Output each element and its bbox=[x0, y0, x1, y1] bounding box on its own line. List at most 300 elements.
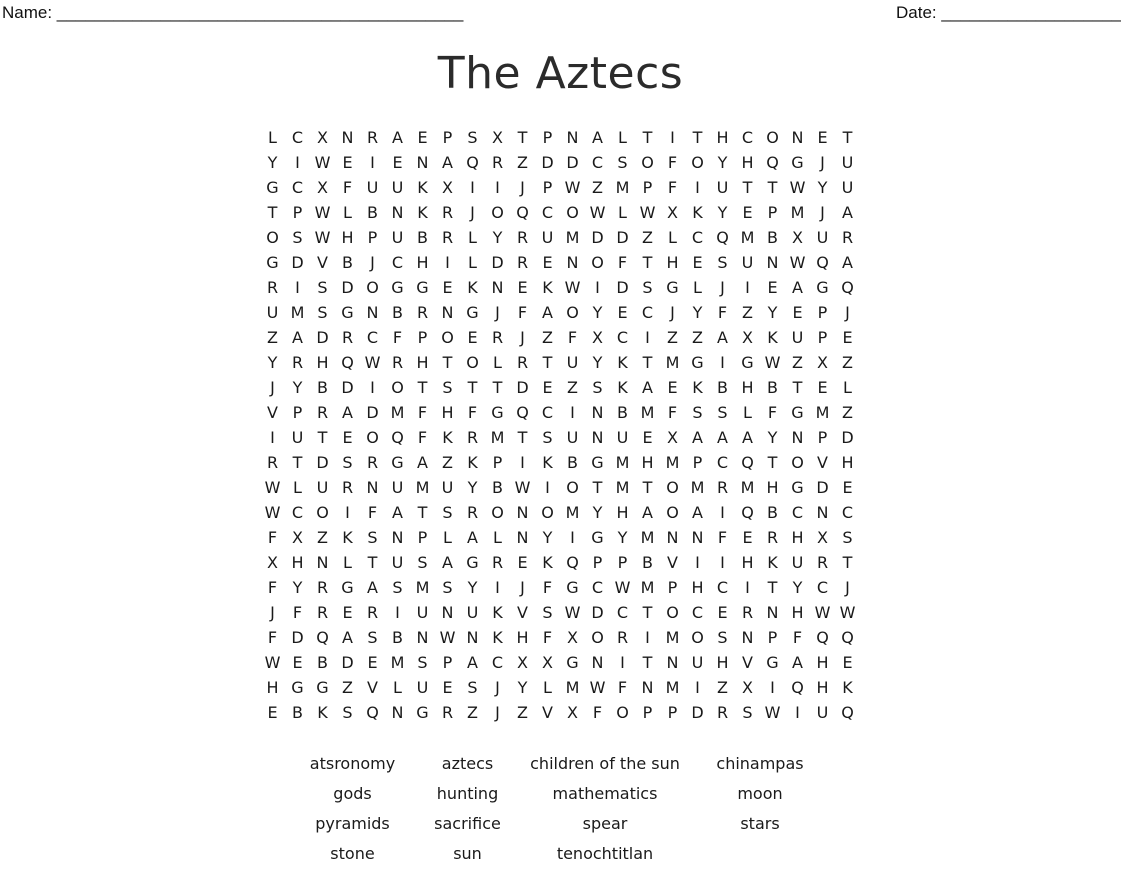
grid-letter[interactable]: T bbox=[692, 128, 703, 147]
grid-letter[interactable]: D bbox=[616, 228, 629, 247]
grid-letter[interactable]: O bbox=[641, 153, 654, 172]
grid-letter[interactable]: G bbox=[566, 653, 579, 672]
grid-letter[interactable]: O bbox=[316, 503, 329, 522]
grid-letter[interactable]: A bbox=[717, 328, 728, 347]
grid-letter[interactable]: E bbox=[267, 703, 278, 722]
grid-letter[interactable]: R bbox=[741, 603, 754, 622]
grid-letter[interactable]: X bbox=[317, 178, 328, 197]
grid-letter[interactable]: T bbox=[842, 553, 853, 572]
grid-letter[interactable]: R bbox=[516, 253, 529, 272]
grid-letter[interactable]: V bbox=[367, 678, 378, 697]
grid-letter[interactable]: G bbox=[391, 278, 404, 297]
grid-letter[interactable]: L bbox=[843, 378, 852, 397]
grid-letter[interactable]: F bbox=[592, 703, 603, 722]
grid-letter[interactable]: A bbox=[367, 578, 378, 597]
grid-letter[interactable]: W bbox=[764, 353, 781, 372]
grid-letter[interactable]: Y bbox=[592, 503, 603, 522]
grid-letter[interactable]: R bbox=[341, 478, 354, 497]
grid-letter[interactable]: R bbox=[616, 628, 629, 647]
grid-letter[interactable]: N bbox=[391, 203, 404, 222]
grid-letter[interactable]: C bbox=[591, 153, 604, 172]
grid-letter[interactable]: J bbox=[270, 378, 275, 397]
grid-letter[interactable]: I bbox=[295, 278, 300, 297]
grid-letter[interactable]: O bbox=[616, 703, 629, 722]
grid-letter[interactable]: T bbox=[642, 353, 653, 372]
grid-letter[interactable]: Q bbox=[741, 503, 754, 522]
grid-letter[interactable]: W bbox=[364, 353, 381, 372]
grid-letter[interactable]: J bbox=[370, 253, 375, 272]
grid-letter[interactable]: J bbox=[520, 578, 525, 597]
grid-letter[interactable]: W bbox=[614, 578, 631, 597]
grid-letter[interactable]: K bbox=[467, 278, 478, 297]
grid-letter[interactable]: X bbox=[667, 203, 678, 222]
grid-letter[interactable]: M bbox=[640, 578, 655, 597]
grid-letter[interactable]: I bbox=[770, 678, 775, 697]
grid-letter[interactable]: I bbox=[445, 253, 450, 272]
grid-letter[interactable]: L bbox=[743, 403, 752, 422]
grid-letter[interactable]: N bbox=[441, 603, 454, 622]
grid-letter[interactable]: V bbox=[267, 403, 278, 422]
grid-letter[interactable]: H bbox=[616, 503, 629, 522]
grid-letter[interactable]: M bbox=[665, 353, 680, 372]
grid-letter[interactable]: Q bbox=[741, 453, 754, 472]
grid-letter[interactable]: I bbox=[695, 678, 700, 697]
grid-letter[interactable]: C bbox=[541, 203, 554, 222]
grid-letter[interactable]: A bbox=[292, 328, 303, 347]
grid-letter[interactable]: O bbox=[566, 303, 579, 322]
grid-letter[interactable]: R bbox=[716, 478, 729, 497]
grid-letter[interactable]: A bbox=[642, 378, 653, 397]
grid-letter[interactable]: Z bbox=[692, 328, 703, 347]
grid-letter[interactable]: C bbox=[841, 503, 854, 522]
grid-letter[interactable]: N bbox=[416, 153, 429, 172]
grid-letter[interactable]: L bbox=[618, 128, 627, 147]
grid-letter[interactable]: R bbox=[266, 278, 279, 297]
grid-letter[interactable]: J bbox=[845, 578, 850, 597]
grid-letter[interactable]: S bbox=[442, 578, 453, 597]
grid-letter[interactable]: N bbox=[641, 678, 654, 697]
grid-letter[interactable]: U bbox=[616, 428, 629, 447]
grid-letter[interactable]: Q bbox=[366, 703, 379, 722]
grid-letter[interactable]: S bbox=[542, 603, 553, 622]
grid-letter[interactable]: F bbox=[792, 628, 803, 647]
grid-letter[interactable]: U bbox=[441, 478, 454, 497]
grid-letter[interactable]: G bbox=[341, 303, 354, 322]
grid-letter[interactable]: Y bbox=[267, 153, 278, 172]
grid-letter[interactable]: M bbox=[815, 403, 830, 422]
grid-letter[interactable]: A bbox=[342, 628, 353, 647]
grid-letter[interactable]: U bbox=[391, 478, 404, 497]
grid-letter[interactable]: O bbox=[266, 228, 279, 247]
grid-letter[interactable]: I bbox=[745, 578, 750, 597]
grid-letter[interactable]: X bbox=[517, 653, 528, 672]
grid-letter[interactable]: R bbox=[341, 328, 354, 347]
grid-letter[interactable]: K bbox=[417, 203, 428, 222]
grid-letter[interactable]: O bbox=[666, 478, 679, 497]
grid-letter[interactable]: S bbox=[342, 703, 353, 722]
grid-letter[interactable]: U bbox=[566, 428, 579, 447]
grid-letter[interactable]: P bbox=[767, 628, 778, 647]
grid-letter[interactable]: P bbox=[542, 178, 553, 197]
grid-letter[interactable]: I bbox=[720, 503, 725, 522]
grid-letter[interactable]: I bbox=[670, 128, 675, 147]
grid-letter[interactable]: R bbox=[391, 353, 404, 372]
grid-letter[interactable]: A bbox=[592, 128, 603, 147]
grid-letter[interactable]: C bbox=[291, 178, 304, 197]
grid-letter[interactable]: F bbox=[392, 328, 403, 347]
grid-letter[interactable]: T bbox=[317, 428, 328, 447]
grid-letter[interactable]: V bbox=[317, 253, 328, 272]
grid-letter[interactable]: M bbox=[665, 628, 680, 647]
grid-letter[interactable]: S bbox=[467, 678, 478, 697]
grid-letter[interactable]: L bbox=[493, 353, 502, 372]
grid-letter[interactable]: U bbox=[841, 153, 854, 172]
grid-letter[interactable]: T bbox=[517, 428, 528, 447]
grid-letter[interactable]: T bbox=[467, 378, 478, 397]
grid-letter[interactable]: U bbox=[416, 603, 429, 622]
grid-letter[interactable]: F bbox=[767, 403, 778, 422]
grid-letter[interactable]: L bbox=[343, 203, 352, 222]
grid-letter[interactable]: F bbox=[667, 403, 678, 422]
grid-letter[interactable]: Z bbox=[842, 353, 853, 372]
grid-letter[interactable]: Y bbox=[792, 578, 803, 597]
grid-letter[interactable]: R bbox=[441, 203, 454, 222]
grid-letter[interactable]: T bbox=[267, 203, 278, 222]
grid-letter[interactable]: E bbox=[692, 253, 703, 272]
grid-letter[interactable]: E bbox=[517, 553, 528, 572]
grid-letter[interactable]: N bbox=[391, 528, 404, 547]
grid-letter[interactable]: Y bbox=[617, 528, 628, 547]
grid-letter[interactable]: I bbox=[370, 378, 375, 397]
grid-letter[interactable]: R bbox=[816, 553, 829, 572]
grid-letter[interactable]: S bbox=[417, 653, 428, 672]
grid-letter[interactable]: S bbox=[742, 703, 753, 722]
grid-letter[interactable]: X bbox=[742, 678, 753, 697]
grid-letter[interactable]: E bbox=[742, 203, 753, 222]
grid-letter[interactable]: S bbox=[592, 378, 603, 397]
grid-letter[interactable]: M bbox=[640, 528, 655, 547]
grid-letter[interactable]: X bbox=[567, 703, 578, 722]
grid-letter[interactable]: V bbox=[817, 453, 828, 472]
grid-letter[interactable]: O bbox=[591, 253, 604, 272]
grid-letter[interactable]: U bbox=[841, 178, 854, 197]
grid-letter[interactable]: X bbox=[667, 428, 678, 447]
grid-letter[interactable]: Y bbox=[717, 203, 728, 222]
grid-letter[interactable]: C bbox=[716, 453, 729, 472]
grid-letter[interactable]: F bbox=[417, 403, 428, 422]
grid-letter[interactable]: O bbox=[766, 128, 779, 147]
grid-letter[interactable]: I bbox=[720, 553, 725, 572]
grid-letter[interactable]: U bbox=[466, 603, 479, 622]
grid-letter[interactable]: K bbox=[467, 453, 478, 472]
grid-letter[interactable]: G bbox=[391, 453, 404, 472]
grid-letter[interactable]: P bbox=[442, 653, 453, 672]
grid-letter[interactable]: X bbox=[817, 353, 828, 372]
grid-letter[interactable]: Z bbox=[467, 703, 478, 722]
grid-letter[interactable]: X bbox=[442, 178, 453, 197]
grid-letter[interactable]: L bbox=[618, 203, 627, 222]
grid-letter[interactable]: N bbox=[491, 278, 504, 297]
grid-letter[interactable]: E bbox=[442, 678, 453, 697]
grid-letter[interactable]: S bbox=[442, 503, 453, 522]
grid-letter[interactable]: G bbox=[741, 353, 754, 372]
grid-letter[interactable]: N bbox=[791, 128, 804, 147]
grid-letter[interactable]: J bbox=[670, 303, 675, 322]
grid-letter[interactable]: O bbox=[791, 453, 804, 472]
grid-letter[interactable]: X bbox=[742, 328, 753, 347]
grid-letter[interactable]: T bbox=[642, 253, 653, 272]
grid-letter[interactable]: P bbox=[367, 228, 378, 247]
grid-letter[interactable]: G bbox=[816, 278, 829, 297]
grid-letter[interactable]: K bbox=[842, 678, 853, 697]
grid-letter[interactable]: M bbox=[615, 453, 630, 472]
grid-letter[interactable]: Y bbox=[717, 153, 728, 172]
grid-letter[interactable]: C bbox=[291, 128, 304, 147]
grid-letter[interactable]: A bbox=[392, 503, 403, 522]
grid-letter[interactable]: P bbox=[417, 328, 428, 347]
grid-letter[interactable]: I bbox=[745, 278, 750, 297]
grid-letter[interactable]: R bbox=[416, 303, 429, 322]
grid-letter[interactable]: R bbox=[366, 453, 379, 472]
grid-letter[interactable]: P bbox=[617, 553, 628, 572]
grid-letter[interactable]: Y bbox=[692, 303, 703, 322]
grid-letter[interactable]: D bbox=[566, 153, 579, 172]
grid-letter[interactable]: N bbox=[341, 128, 354, 147]
grid-letter[interactable]: Q bbox=[816, 628, 829, 647]
grid-letter[interactable]: R bbox=[316, 403, 329, 422]
grid-letter[interactable]: C bbox=[616, 603, 629, 622]
grid-letter[interactable]: X bbox=[267, 553, 278, 572]
grid-letter[interactable]: H bbox=[291, 553, 304, 572]
grid-letter[interactable]: B bbox=[392, 303, 403, 322]
grid-letter[interactable]: R bbox=[491, 553, 504, 572]
grid-letter[interactable]: I bbox=[720, 353, 725, 372]
grid-letter[interactable]: W bbox=[589, 678, 606, 697]
grid-letter[interactable]: H bbox=[266, 678, 279, 697]
grid-letter[interactable]: P bbox=[767, 203, 778, 222]
grid-letter[interactable]: M bbox=[740, 478, 755, 497]
grid-letter[interactable]: S bbox=[317, 303, 328, 322]
grid-letter[interactable]: I bbox=[645, 328, 650, 347]
grid-letter[interactable]: D bbox=[591, 228, 604, 247]
grid-letter[interactable]: T bbox=[642, 603, 653, 622]
grid-letter[interactable]: M bbox=[565, 228, 580, 247]
grid-letter[interactable]: U bbox=[366, 178, 379, 197]
grid-letter[interactable]: T bbox=[367, 553, 378, 572]
grid-letter[interactable]: Y bbox=[767, 303, 778, 322]
grid-letter[interactable]: H bbox=[741, 153, 754, 172]
grid-letter[interactable]: U bbox=[291, 428, 304, 447]
grid-letter[interactable]: D bbox=[591, 603, 604, 622]
grid-letter[interactable]: C bbox=[816, 578, 829, 597]
grid-letter[interactable]: D bbox=[341, 378, 354, 397]
grid-letter[interactable]: T bbox=[517, 128, 528, 147]
grid-letter[interactable]: L bbox=[293, 478, 302, 497]
grid-letter[interactable]: M bbox=[615, 178, 630, 197]
grid-letter[interactable]: R bbox=[291, 353, 304, 372]
grid-letter[interactable]: M bbox=[290, 303, 305, 322]
grid-letter[interactable]: H bbox=[416, 253, 429, 272]
grid-letter[interactable]: B bbox=[342, 253, 353, 272]
grid-letter[interactable]: E bbox=[442, 278, 453, 297]
grid-letter[interactable]: W bbox=[789, 178, 806, 197]
grid-letter[interactable]: H bbox=[791, 603, 804, 622]
grid-letter[interactable]: Q bbox=[316, 628, 329, 647]
grid-letter[interactable]: X bbox=[592, 328, 603, 347]
grid-letter[interactable]: K bbox=[767, 553, 778, 572]
grid-letter[interactable]: K bbox=[342, 528, 353, 547]
grid-letter[interactable]: D bbox=[616, 278, 629, 297]
grid-letter[interactable]: O bbox=[441, 328, 454, 347]
grid-letter[interactable]: W bbox=[564, 278, 581, 297]
grid-letter[interactable]: G bbox=[691, 353, 704, 372]
grid-letter[interactable]: E bbox=[642, 428, 653, 447]
grid-letter[interactable]: W bbox=[764, 703, 781, 722]
grid-letter[interactable]: G bbox=[466, 303, 479, 322]
grid-letter[interactable]: G bbox=[791, 403, 804, 422]
grid-letter[interactable]: E bbox=[617, 303, 628, 322]
grid-letter[interactable]: F bbox=[467, 403, 478, 422]
grid-letter[interactable]: R bbox=[841, 228, 854, 247]
grid-letter[interactable]: U bbox=[391, 228, 404, 247]
grid-letter[interactable]: Y bbox=[492, 228, 503, 247]
grid-letter[interactable]: W bbox=[314, 228, 331, 247]
grid-letter[interactable]: E bbox=[467, 328, 478, 347]
grid-letter[interactable]: H bbox=[416, 353, 429, 372]
grid-letter[interactable]: R bbox=[366, 128, 379, 147]
grid-letter[interactable]: H bbox=[716, 128, 729, 147]
grid-letter[interactable]: H bbox=[316, 353, 329, 372]
grid-letter[interactable]: O bbox=[591, 628, 604, 647]
grid-letter[interactable]: H bbox=[791, 528, 804, 547]
grid-letter[interactable]: N bbox=[416, 628, 429, 647]
grid-letter[interactable]: B bbox=[292, 703, 303, 722]
grid-letter[interactable]: B bbox=[567, 453, 578, 472]
grid-letter[interactable]: N bbox=[316, 553, 329, 572]
grid-letter[interactable]: I bbox=[370, 153, 375, 172]
grid-letter[interactable]: Y bbox=[817, 178, 828, 197]
grid-letter[interactable]: R bbox=[316, 578, 329, 597]
grid-letter[interactable]: D bbox=[316, 453, 329, 472]
grid-letter[interactable]: B bbox=[392, 628, 403, 647]
grid-letter[interactable]: R bbox=[766, 528, 779, 547]
grid-letter[interactable]: S bbox=[317, 278, 328, 297]
grid-letter[interactable]: O bbox=[541, 503, 554, 522]
grid-letter[interactable]: Q bbox=[341, 353, 354, 372]
grid-letter[interactable]: M bbox=[790, 203, 805, 222]
grid-letter[interactable]: W bbox=[639, 203, 656, 222]
grid-letter[interactable]: P bbox=[667, 578, 678, 597]
grid-letter[interactable]: K bbox=[692, 378, 703, 397]
grid-letter[interactable]: D bbox=[541, 153, 554, 172]
grid-letter[interactable]: K bbox=[492, 603, 503, 622]
date-field[interactable]: Date: ___________________ bbox=[896, 3, 1121, 22]
grid-letter[interactable]: J bbox=[845, 303, 850, 322]
grid-letter[interactable]: J bbox=[470, 203, 475, 222]
grid-letter[interactable]: R bbox=[466, 503, 479, 522]
grid-letter[interactable]: X bbox=[567, 628, 578, 647]
grid-letter[interactable]: S bbox=[542, 428, 553, 447]
grid-letter[interactable]: B bbox=[767, 503, 778, 522]
grid-letter[interactable]: I bbox=[570, 403, 575, 422]
grid-letter[interactable]: N bbox=[766, 603, 779, 622]
grid-letter[interactable]: T bbox=[742, 178, 753, 197]
grid-letter[interactable]: N bbox=[766, 253, 779, 272]
grid-letter[interactable]: U bbox=[691, 653, 704, 672]
grid-letter[interactable]: U bbox=[816, 228, 829, 247]
grid-letter[interactable]: O bbox=[491, 203, 504, 222]
grid-letter[interactable]: I bbox=[695, 553, 700, 572]
grid-letter[interactable]: W bbox=[839, 603, 856, 622]
grid-letter[interactable]: N bbox=[366, 303, 379, 322]
grid-letter[interactable]: E bbox=[767, 278, 778, 297]
grid-letter[interactable]: X bbox=[292, 528, 303, 547]
grid-letter[interactable]: E bbox=[817, 378, 828, 397]
grid-letter[interactable]: A bbox=[717, 428, 728, 447]
grid-letter[interactable]: N bbox=[666, 653, 679, 672]
grid-letter[interactable]: I bbox=[545, 478, 550, 497]
grid-letter[interactable]: R bbox=[716, 703, 729, 722]
grid-letter[interactable]: Q bbox=[791, 678, 804, 697]
grid-letter[interactable]: E bbox=[792, 303, 803, 322]
grid-letter[interactable]: O bbox=[391, 378, 404, 397]
grid-letter[interactable]: H bbox=[816, 653, 829, 672]
grid-letter[interactable]: B bbox=[367, 203, 378, 222]
grid-letter[interactable]: O bbox=[366, 278, 379, 297]
grid-letter[interactable]: T bbox=[292, 453, 303, 472]
grid-letter[interactable]: A bbox=[842, 253, 853, 272]
grid-letter[interactable]: X bbox=[492, 128, 503, 147]
grid-letter[interactable]: C bbox=[291, 503, 304, 522]
grid-letter[interactable]: Q bbox=[566, 553, 579, 572]
grid-letter[interactable]: U bbox=[741, 253, 754, 272]
grid-letter[interactable]: C bbox=[641, 303, 654, 322]
grid-letter[interactable]: S bbox=[717, 403, 728, 422]
grid-letter[interactable]: B bbox=[417, 228, 428, 247]
grid-letter[interactable]: Z bbox=[317, 528, 328, 547]
grid-letter[interactable]: D bbox=[341, 278, 354, 297]
grid-letter[interactable]: F bbox=[667, 153, 678, 172]
grid-letter[interactable]: P bbox=[817, 428, 828, 447]
grid-letter[interactable]: K bbox=[617, 353, 628, 372]
grid-letter[interactable]: Y bbox=[517, 678, 528, 697]
grid-letter[interactable]: H bbox=[641, 453, 654, 472]
grid-letter[interactable]: Z bbox=[642, 228, 653, 247]
grid-letter[interactable]: K bbox=[617, 378, 628, 397]
grid-letter[interactable]: Q bbox=[516, 403, 529, 422]
grid-letter[interactable]: C bbox=[716, 578, 729, 597]
grid-letter[interactable]: E bbox=[367, 653, 378, 672]
grid-letter[interactable]: G bbox=[591, 453, 604, 472]
grid-letter[interactable]: S bbox=[717, 253, 728, 272]
grid-letter[interactable]: C bbox=[391, 253, 404, 272]
grid-letter[interactable]: I bbox=[645, 628, 650, 647]
grid-letter[interactable]: N bbox=[591, 428, 604, 447]
grid-letter[interactable]: H bbox=[516, 628, 529, 647]
grid-letter[interactable]: G bbox=[416, 703, 429, 722]
grid-letter[interactable]: G bbox=[341, 578, 354, 597]
grid-letter[interactable]: Y bbox=[592, 353, 603, 372]
grid-letter[interactable]: J bbox=[495, 303, 500, 322]
grid-letter[interactable]: S bbox=[642, 278, 653, 297]
grid-letter[interactable]: Z bbox=[667, 328, 678, 347]
grid-letter[interactable]: Y bbox=[592, 303, 603, 322]
grid-letter[interactable]: D bbox=[691, 703, 704, 722]
grid-letter[interactable]: F bbox=[717, 303, 728, 322]
grid-letter[interactable]: J bbox=[720, 278, 725, 297]
grid-letter[interactable]: B bbox=[492, 478, 503, 497]
grid-letter[interactable]: Q bbox=[766, 153, 779, 172]
